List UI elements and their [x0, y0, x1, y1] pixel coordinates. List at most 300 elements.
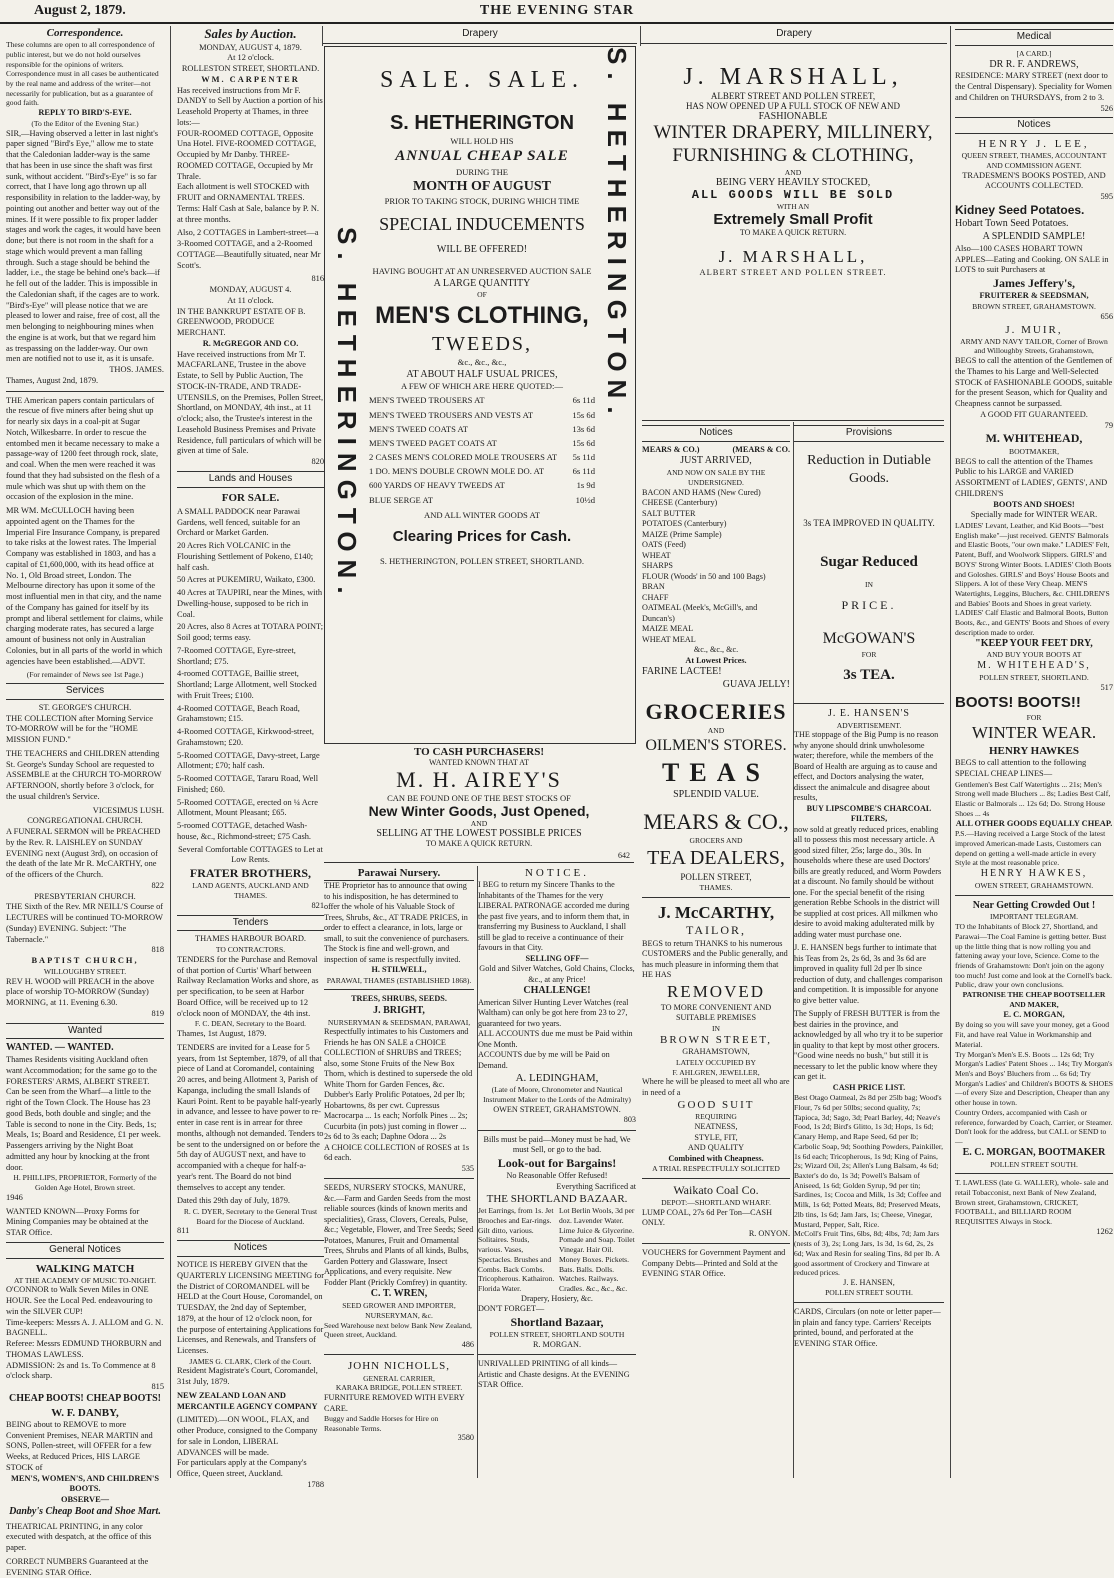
telegram-title: IMPORTANT TELEGRAM.	[989, 912, 1079, 922]
licensing-notice: NOTICE IS HEREBY GIVEN that the QUARTERLY LICENSING MEETING for the District of COROMANDEL will be HELD at the Court House, Coromandel, on TUESDAY, the 2nd day of September, 1879, at the hour of 12 o'clock noon, for the purpose of entertaining Applications for Licenses, and Renewals, and Transfers of Licenses.	[177, 1260, 324, 1356]
section-notices: Notices	[177, 1240, 324, 1257]
muir-sub: ARMY AND NAVY TAILOR, Corner of Brown and Willoughby Streets, Grahamstown,	[960, 336, 1108, 356]
walking-sub: AT THE ACADEMY OF MUSIC TO-NIGHT.	[13, 1275, 157, 1285]
ahlgren: F. AHLGREN, JEWELLER,	[672, 1067, 760, 1077]
tender2-sign: R. C. DYER, Secretary to the General Trust Board for the Diocese of Auckland.	[183, 1207, 318, 1226]
nicholls-addr: KARAKA BRIDGE, POLLEN STREET.	[335, 1383, 463, 1393]
waikato-coal: Waikato Coal Co.	[673, 1182, 759, 1197]
price-item: MEN'S TWEED COATS AT	[369, 423, 469, 434]
can-be-found: CAN BE FOUND ONE OF THE BEST STOCKS OF	[387, 793, 571, 803]
depot: DEPOT:—SHORTLAND WHARF.	[661, 1198, 771, 1208]
hawkes-name-2: HENRY HAWKES,	[980, 868, 1088, 880]
with-an: WITH AN	[776, 201, 810, 211]
sale-item: 5-Roomed COTTAGE, erected on ¼ Acre Allotment, Mount Pleasant; £65.	[177, 797, 318, 818]
lookout-bargains: Look-out for Bargains!	[497, 1155, 617, 1170]
marshall-ad	[642, 46, 944, 421]
lee-body: TRADESMEN'S BOOKS POSTED, AND ACCOUNTS COLLECTED.	[962, 170, 1106, 191]
licensing-res: Resident Magistrate's Court, Coromandel, 31st July, 1879.	[177, 1366, 318, 1387]
mcgregor-title: R. McGREGOR AND CO.	[202, 338, 299, 348]
winter-wear: WINTER WEAR.	[971, 723, 1097, 743]
hansen-adv: ADVERTISEMENT.	[836, 720, 902, 730]
section-tenders: Tenders	[177, 915, 324, 932]
airey-ad	[324, 742, 634, 863]
splendid-sample: A SPLENDID SAMPLE!	[982, 231, 1086, 243]
column-drapery2-header	[640, 26, 947, 46]
will-be-offered: WILL BE OFFERED!	[436, 243, 528, 255]
frater-title: FRATER BROTHERS,	[189, 866, 312, 880]
having-bought: HAVING BOUGHT AT AN UNRESERVED AUCTION SALE	[372, 265, 592, 276]
price-value: 10½d	[575, 494, 595, 505]
divider	[324, 1354, 474, 1355]
shortland-bazaar: THE SHORTLAND BAZAAR.	[486, 1193, 628, 1206]
vouchers: VOUCHERS for Government Payment and Company Debts—Printed and Sold at the EVENING STAR Office.	[642, 1248, 786, 1279]
mccarthy-body: BEGS to return THANKS to his numerous CUSTOMERS and the Public generally, and has much pleasure in informing them that HE HAS	[642, 938, 788, 980]
contractors-title: TO CONTRACTORS.	[215, 945, 286, 955]
cong-notice: A FUNERAL SERMON will be PREACHED by the Rev. R. LAISHLEY on SUNDAY EVENING next (August 3rd), on occasion of the death of the late Mr R. McCARTHY, one of the officers of the Church.	[6, 827, 161, 880]
bazaar-right-list: Lot Berlin Wools, 3d per doz. Lavender Water. Lime Juice & Glycerine. Pomade and Soap. Toilet Vinegar. Hair Oil. Money Boxes. Pickets. Bats. Balls. Dolls. Watches. Railways. Cradles. &c., &c., &c.	[559, 1206, 635, 1294]
guava-jelly: GUAVA JELLY!	[722, 678, 790, 690]
divider	[955, 1173, 1113, 1174]
buy-boots: AND BUY YOUR BOOTS AT	[986, 650, 1082, 660]
whitehead-name: M. WHITEHEAD,	[985, 431, 1083, 446]
goods-item: MAIZE MEAL	[642, 624, 694, 634]
shortland-bazaar-2: Shortland Bazaar,	[510, 1314, 604, 1329]
all-goods-sold: ALL GOODS WILL BE SOLD	[691, 187, 895, 202]
lipscombe: BUY LIPSCOMBE'S CHARCOAL FILTERS,	[806, 803, 932, 824]
grahamstown: GRAHAMSTOWN,	[682, 1047, 750, 1057]
just-arrived: JUST ARRIVED,	[680, 455, 752, 467]
licensing-sign: JAMES G. CLARK, Clerk of the Court.	[189, 1356, 312, 1366]
groceries-and: AND	[707, 725, 725, 735]
grocers-and: GROCERS AND	[689, 836, 743, 846]
etc: &c., &c., &c.,	[457, 357, 507, 367]
roses-no: 535	[461, 1163, 474, 1173]
andrews-body: RESIDENCE: MARY STREET (next door to the Central Dispensary). Speciality for Women and Children on THURSDAYS, from 2 to 3.	[955, 71, 1112, 102]
sale-item: 4-Roomed COTTAGE, Kirkwood-street, Grahamstown; £20.	[177, 727, 315, 747]
brown-street: BROWN STREET,	[660, 1034, 772, 1047]
roses: A CHOICE COLLECTION of ROSES at 1s 6d each.	[324, 1142, 470, 1163]
requiring: REQUIRING	[695, 1112, 737, 1122]
quick-return: TO MAKE A QUICK RETURN.	[425, 839, 533, 848]
notice-title: NOTICE.	[524, 867, 590, 879]
neatness: NEATNESS,	[694, 1122, 738, 1132]
news-american: THE American papers contain particulars of the rescue of five miners after being shut up for nearly six days in a coal-pit at Sugar Notch, Wilkesbarre. In order to rescue the entombed men it became necessary to make a passage-way of 1200 feet through rock, slate, and coal. When the men were reached it was found that they had subsisted on the flesh of a mule which was shut up with them on the occasion of the explosion in the mine.	[6, 395, 160, 502]
whitehead-addr: POLLEN STREET, SHORTLAND.	[979, 672, 1089, 682]
hansen-title: J. E. HANSEN'S	[828, 707, 910, 719]
where-pleased: Where he will be pleased to meet all who are in need of a	[642, 1077, 790, 1097]
wanted-sign: H. PHILLIPS, PROPRIETOR, Formerly of the Golden Age Hotel, Brown street.	[13, 1173, 157, 1193]
frater-no: 821	[311, 900, 324, 910]
correspondence-note: These columns are open to all correspondence of public interest, but we do not hold ourselves responsible for the opinions of writers. Correspondence must in all cases be authenticated by the real name and address of the writer—not necessarily for publication, but as a guarantee of good faith.	[6, 40, 159, 108]
price-row	[369, 438, 595, 449]
mears-thames: THAMES.	[699, 883, 733, 893]
section-provisions: Provisions	[794, 425, 944, 442]
goods-item: FLOUR (Woods' in 50 and 100 Bags)	[642, 571, 766, 581]
pres-title: PRESBYTERIAN CHURCH.	[34, 891, 136, 901]
sugar-reduced: Sugar Reduced	[820, 554, 918, 571]
sale-item: 5-Roomed COTTAGE, Davy-street, Large Allotment; £70; half cash.	[177, 750, 320, 771]
issue-date: August 2, 1879.	[34, 3, 126, 18]
goods-item: SALT BUTTER	[642, 508, 696, 518]
wanted-title: WANTED. — WANTED.	[6, 1042, 114, 1054]
airey-and: AND	[470, 819, 488, 828]
apples: Also—100 CASES HOBART TOWN APPLES—Eating and Cooking. ON SALE in LOTS to suit Purchasers at	[955, 243, 1109, 275]
teachers-notice: THE TEACHERS and CHILDREN attending St. George's Sunday School are requested to ASSEMBLE at the CHURCH TO-MORROW AFTERNOON, shortly before 3 o'clock, for the usual children's Service.	[6, 748, 162, 801]
price-item: BLUE SERGE AT	[369, 494, 433, 505]
price-row	[369, 480, 595, 491]
winter-drapery: WINTER DRAPERY, MILLINERY, FURNISHING & CLOTHING,	[653, 122, 933, 166]
during: DURING THE	[455, 166, 509, 177]
clearing-prices: Clearing Prices for Cash.	[392, 527, 572, 545]
newspaper-title: THE EVENING STAR	[479, 3, 635, 18]
sale-heading: SALE. SALE.	[380, 67, 584, 93]
kidney-potatoes: Kidney Seed Potatoes.	[955, 202, 1085, 217]
drapery-hosiery: Drapery, Hosiery, &c.	[521, 1293, 593, 1303]
fruiterer: FRUITERER & SEEDSMAN,	[979, 291, 1089, 301]
all-other-goods: ALL OTHER GOODS EQUALLY CHEAP.	[955, 818, 1113, 828]
hobart-potatoes: Hobart Town Seed Potatoes.	[955, 218, 1069, 230]
hawkes-list: Gentlemen's Best Calf Watertights ... 21s; Men's Strong well made Bluchers ... 8s; Ladies Best Calf, Elastic or Balmorals ... 12s 6d; Do. Strong House Shoes ... 4s	[955, 779, 1111, 818]
walking-referee: Referee: Messrs EDMUND THORBURN and THOMAS LAWLESS.	[6, 1339, 162, 1359]
sale-item: 20 Acres, also 8 Acres at TOTARA POINT; Soil good; terms easy.	[177, 622, 324, 642]
baptist-title: BAPTIST CHURCH,	[31, 956, 139, 966]
price-item: 1 DO. MEN'S DOUBLE CROWN MOLE DO. AT	[369, 466, 545, 477]
pres-no: 818	[151, 945, 164, 955]
news-mcculloch: MR WM. McCULLOCH having been appointed agent on the Thames for the Imperial Fire Insurance Company, is prepared to take risks at the lowest rates. The Imperial Company was established in 1803, and has a capital of £1,600,000, with its head office at No. 1, Old Broad street, London. The Melbourne directory has upon it some of the most influential men in that city, and the name of the Company has gained for itself by its prompt and liberal settlement for claims, while charging moderate rates, has secured a large amount of business not only in Australian Colonies, but in all parts of the world in which agencies have been established.—ADVT.	[6, 506, 163, 666]
wren-addr: Seed Warehouse next below Bank New Zealand, Queen street, Auckland.	[324, 1320, 472, 1340]
bright-name: J. BRIGHT,	[373, 1004, 425, 1016]
letter-sign: THOS. JAMES.	[109, 365, 164, 375]
jeffery-no: 656	[1100, 311, 1113, 321]
buggy-no: 3580	[457, 1433, 474, 1443]
danby-mart: Danby's Cheap Boot and Shoe Mart.	[9, 1505, 161, 1517]
tender1-sign: F. C. DEAN, Secretary to the Board.	[194, 1019, 307, 1029]
jeffery-name: James Jeffery's,	[993, 276, 1075, 291]
section-wanted: Wanted	[6, 1023, 164, 1040]
marshall-addr: ALBERT STREET AND POLLEN STREET,	[710, 91, 876, 101]
ledingham-name: A. LEDINGHAM,	[515, 1072, 599, 1085]
section-services: Services	[6, 683, 164, 700]
trial-solicited: A TRIAL RESPECTFULLY SOLICITED	[652, 1164, 780, 1174]
wren-no: 486	[461, 1339, 474, 1349]
bright-sub: NURSERYMAN & SEEDSMAN, PARAWAI,	[327, 1017, 471, 1027]
carpenter-no: 816	[311, 274, 324, 284]
will-hold: WILL HOLD HIS	[450, 136, 514, 147]
telegram-body: TO the Inhabitants of Block 27, Shortland, and Parawai—The Coal Famine is getting better. Bust up the little thing that is now rolling you and fattening away your love, Science. Come to the friends of Grahamstown: Don't join on the agony too much! Just come and look at the Cornell's back. Public, draw your own conclusions.	[955, 922, 1113, 990]
hansen-body: THE stoppage of the Big Pump is no reason why anyone should drink unwholesome water; therefore, while the members of the Board of Health are arguing as to cause and effect, and Doctors analysing the water, dissect the animalcule and disagree about results,	[794, 730, 939, 803]
auction2-time: At 11 o'clock.	[227, 295, 274, 305]
mcgowan: McGOWAN'S	[822, 630, 916, 648]
goods-item: SHARPS	[642, 561, 673, 571]
bright-list: Dubber's Early Prolific Potatoes, 2d per lb; Hobartowns, 8s per cwt. Cupressus Macrocarpa ... 1s each; Norfolk Pines ... 2s; Cucurbita (in pots) just coming in flower ... 2s 6d to 3s each; Daphne Odora ... 2s	[324, 1090, 468, 1142]
tender2-no: 811	[177, 1226, 190, 1236]
hawkes-addr: OWEN STREET, GRAHAMSTOWN.	[974, 880, 1094, 890]
morgan-name: R. MORGAN.	[533, 1339, 581, 1349]
groceries: GROCERIES	[645, 698, 787, 724]
mears-head-right: (MEARS & CO.	[732, 444, 790, 454]
reduction-dutiable: Reduction in Dutiable Goods.	[807, 452, 931, 486]
nzl-no: 1788	[307, 1479, 324, 1489]
heavily-stocked: BEING VERY HEAVILY STOCKED,	[715, 176, 871, 188]
price-row	[369, 410, 595, 421]
theatrical-notice: THEATRICAL PRINTING, in any color executed with despatch, at the office of this paper.	[6, 1521, 152, 1553]
furniture: FURNITURE REMOVED WITH EVERY CARE.	[324, 1393, 465, 1413]
divider	[6, 391, 164, 392]
month-august: MONTH OF AUGUST	[413, 179, 551, 195]
boots-boots: BOOTS! BOOTS!!	[955, 694, 1081, 712]
price-value: 15s 6d	[572, 437, 595, 448]
letter-date: Thames, August 2nd, 1879.	[6, 375, 99, 385]
muir-body: BEGS to call the attention of the Gentlemen of the Thames to his Large and Well-Selected STOCK of FASHIONABLE GOODS, suitable for the present Season, which for Quality and Cheapness cannot be surpassed.	[955, 356, 1113, 409]
mears-head-row	[642, 445, 790, 456]
marshall-body: HAS NOW OPENED UP A FULL STOCK OF NEW AND	[685, 101, 901, 111]
airey-no: 642	[618, 851, 630, 860]
large-quantity: A LARGE QUANTITY	[433, 277, 531, 289]
splendid-value: SPLENDID VALUE.	[673, 789, 759, 801]
carpenter-terms: Terms: Half Cash at Sale, balance by P. N. at three months.	[177, 203, 319, 224]
letter-title: REPLY TO BIRD'S-EYE.	[38, 108, 132, 118]
mens-clothing: MEN'S CLOTHING,	[375, 301, 589, 329]
auction-location: ROLLESTON STREET, SHORTLAND.	[181, 64, 320, 74]
bazaar-addr: POLLEN STREET, SHORTLAND SOUTH	[489, 1330, 625, 1340]
marshall-name-2: J. MARSHALL,	[718, 246, 868, 266]
price-row	[369, 395, 595, 406]
owen-no: 803	[623, 1115, 636, 1125]
cash-purchasers: TO CASH PURCHASERS!	[414, 746, 544, 758]
near-crowded: Near Getting Crowded Out !	[972, 899, 1096, 911]
challenge: CHALLENGE!	[523, 985, 591, 997]
carpenter-body: Has received instructions from Mr F. DANDY to Sell by Auction a portion of his Leasehold Property at Thames, in three lots:—	[177, 85, 323, 127]
marshall-and: AND	[784, 167, 802, 177]
notice-body: I BEG to return my Sincere Thanks to the Inhabitants of the Thames for the very LIBERAL PATRONAGE accorded me during the past five years, and to inform them that, in transferring my Business to Auckland, I shall still be glad to receive a continuance of their favours in that City.	[478, 880, 630, 953]
st-george-title: ST. GEORGE'S CHURCH.	[38, 702, 132, 712]
sale-item: 5-roomed COTTAGE, detached Wash-house, &c., Richmond-street; £75 Cash.	[177, 821, 311, 841]
morgan-addr: POLLEN STREET SOUTH.	[990, 1159, 1078, 1169]
for-sale-title: FOR SALE.	[221, 491, 280, 504]
vertical-name-right: S. HETHERINGTON.	[602, 47, 632, 422]
price-item: 600 YARDS OF HEAVY TWEEDS AT	[369, 480, 505, 491]
price-row	[369, 466, 595, 477]
goods-item: WHEAT MEAL	[642, 634, 696, 644]
farine-lactee: FARINE LACTEE!	[642, 666, 722, 678]
good-fit: A GOOD FIT GUARANTEED.	[980, 409, 1088, 419]
marshall-addr-2: ALBERT STREET AND POLLEN STREET.	[699, 266, 887, 277]
tender1-date: Thames, 1st August, 1879.	[177, 1029, 267, 1039]
cong-no: 822	[151, 880, 164, 890]
style-fit: STYLE, FIT,	[694, 1132, 738, 1142]
price-row	[369, 424, 595, 435]
tea-dealers: TEA DEALERS,	[647, 846, 785, 869]
auction-date: MONDAY, AUGUST 4, 1879.	[199, 42, 302, 52]
divider	[955, 895, 1113, 896]
morgan-body: By doing so you will save your money, get a Good Fit, and have real Value in Workmanship and Material.	[955, 1020, 1110, 1049]
ladies-boots-list: LADIES' Levant, Leather, and Kid Boots—"best English make"—just received. GENTS' Balmorals and Elastic Boots, "our own make." LADIES' Felt, Patent, Buff, and Woolwork Slippers. GIRLS' and BOYS' Strong Winter Boots. LADIES' Cloth Boots and Goloshes. GIRLS' and Boys' House Boots and Slippers. A lot of these Very Cheap. MEN'S Watertights, Leggins, Bluchers, &c. CHILDREN'S and Babies' Boots and Shoes in great variety. LADIES' Calf Elastic and Balmoral Boots, Button Boots, &c., and GENTS' Boots and Shoes of every description made to order.	[955, 521, 1112, 637]
country-orders: Country Orders, accompanied with Cash or reference, forwarded by Coach, Carrier, or Steamer. Don't look for the address, but CALL or SEND to—	[955, 1107, 1113, 1147]
morgan-name: E. C. MORGAN,	[1003, 1009, 1065, 1019]
hetherington-footer: S. HETHERINGTON, POLLEN STREET, SHORTLAND.	[380, 556, 584, 567]
jeffery-addr: BROWN STREET, GRAHAMSTOWN.	[972, 302, 1096, 312]
whitehead-name-2: M. WHITEHEAD'S,	[977, 660, 1091, 672]
sale-item: 50 Acres at PUKEMIRU, Waikato, £300.	[177, 575, 316, 585]
keep-feet-dry: "KEEP YOUR FEET DRY,	[975, 637, 1093, 649]
carpenter-lots: FOUR-ROOMED COTTAGE, Opposite Una Hotel. FIVE-ROOMED COTTAGE, Occupied by Mr Danby. THREE-ROOMED COTTAGE, Occupied by Mr Thrale.	[177, 128, 317, 181]
sale-item: 20 Acres Rich VOLCANIC in the Flourishing Settlement of Pokeno, £140; half cash.	[177, 541, 314, 572]
carpenter-title: WM. CARPENTER	[201, 74, 300, 84]
good-suit: GOOD SUIT	[677, 1099, 755, 1112]
stilwell-sub: PARAWAI, THAMES (ESTABLISHED 1868).	[326, 975, 472, 985]
section-notices-2: Notices	[642, 425, 790, 442]
hawkes-ps: P.S.—Having received a Large Stock of the latest improved American-made Lasts, Customers can depend on getting a well-made article in every Style at the most reasonable price.	[955, 829, 1106, 868]
tea-3s: 3s TEA.	[843, 666, 895, 683]
divider	[324, 1178, 474, 1179]
price-item: MEN'S TWEED PAGET COATS AT	[369, 437, 497, 448]
proxy-notice: WANTED KNOWN—Proxy Forms for Mining Companies may be obtained at the STAR Office.	[6, 1206, 149, 1238]
mcgregor-no: 820	[311, 457, 324, 467]
section-title-correspondence: Correspondence.	[46, 27, 124, 39]
frater-sub: LAND AGENTS, AUCKLAND AND THAMES.	[192, 881, 309, 901]
winter-wear-special: Specially made for WINTER WEAR.	[970, 510, 1098, 520]
section-notices-3: Notices	[955, 117, 1113, 134]
accounts-due-by-me: ACCOUNTS due by me will be Paid on Demand.	[478, 1050, 610, 1070]
walking-admission: ADMISSION: 2s and 1s. To Commence at 8 o'clock sharp.	[6, 1360, 156, 1381]
baptist-sub: WILLOUGHBY STREET.	[43, 966, 127, 976]
divider	[642, 1243, 790, 1244]
tailor: TAILOR,	[685, 923, 747, 938]
price-item: 2 CASES MEN'S COLORED MOLE TROUSERS AT	[369, 452, 558, 463]
section-drapery-2: Drapery	[641, 26, 947, 44]
goods-item: OATS (Feed)	[642, 540, 686, 550]
gold-watches: Gold and Silver Watches, Gold Chains, Clocks, &c., at any Price!	[479, 964, 635, 984]
cards-notice: CARDS, Circulars (on note or letter paper—in plain and fancy type. Carriers' Receipts printed, bound, and perforated at the EVENING STAR Office.	[794, 1307, 941, 1348]
carpenter-garden: Each allotment is well STOCKED with FRUIT and ORNAMENTAL TREES.	[177, 182, 310, 203]
boots-shoes: BOOTS AND SHOES!	[993, 499, 1075, 509]
half-prices: AT ABOUT HALF USUAL PRICES,	[406, 369, 558, 381]
in: IN	[711, 1023, 720, 1033]
sale-item: A SMALL PADDOCK near Parawai Gardens, well fenced, suitable for an Orchard or Market Garden.	[177, 506, 301, 538]
marshall-quick: TO MAKE A QUICK RETURN.	[739, 227, 847, 237]
small-profit: Extremely Small Profit	[713, 210, 873, 228]
mears-head-left: MEARS & CO.)	[642, 444, 700, 454]
andrews-no: 526	[1100, 103, 1113, 113]
fresh-butter: The Supply of FRESH BUTTER is from the best dairies in the province, and acknowledged by all who try it to be superior in quality to that kept by most other grocers. "Good wine needs no bush," but still it is necessary to let the public know where they can get it.	[794, 1009, 943, 1082]
no-reasonable: No Reasonable Offer Refused!	[506, 1171, 608, 1181]
selling-off: SELLING OFF—	[525, 953, 589, 963]
baptist-no: 819	[151, 1008, 164, 1018]
stilwell-name: H. STILWELL,	[371, 965, 427, 975]
nzl-body: (LIMITED).—ON WOOL, FLAX, and other Produce, consigned to the Company for sale in London, LIBERAL ADVANCES will be made.	[177, 1415, 318, 1457]
goods-item: POTATOES (Canterbury)	[642, 519, 727, 529]
sale-item: 4-roomed COTTAGE, Baillie street, Shortland; Large Allotment, well Stocked with Fruit Trees; £100.	[177, 669, 317, 700]
and-quality: AND QUALITY	[687, 1143, 745, 1153]
more-convenient: TO MORE CONVENIENT AND SUITABLE PREMISES	[660, 1002, 772, 1023]
price-value: 1s 9d	[576, 480, 595, 491]
st-george-notice: THE COLLECTION after Morning Service TO-MORROW will be for the "HOME MISSION FUND."	[6, 713, 153, 745]
sugar-in: IN	[864, 580, 873, 590]
sale-item: 4-Roomed COTTAGE, Beach Road, Grahamstown; £15.	[177, 703, 300, 724]
divider	[794, 1302, 944, 1303]
lump-coal: LUMP COAL, 27s 6d Per Ton—CASH ONLY.	[642, 1207, 772, 1228]
mears-pollen: POLLEN STREET,	[680, 871, 752, 882]
danby-body: BEING about to REMOVE to more Convenient Premises, NEAR MARTIN and SONS, Pollen-street, will OFFER for a few Weeks, at Reduced Prices, HIS LARGE STOCK of	[6, 1419, 153, 1472]
hansen-tea: J. E. HANSEN begs further to intimate that his Teas from 2s, 2s 6d, 3s and 3s 6d are improved in quality full 2d per lb since reduction of duty, and challenges comparison and competition. It is impossible for anyone to give better value.	[794, 943, 943, 1005]
wren-name: C. T. WREN,	[370, 1288, 428, 1300]
pres-notice: THE Sixth of the Rev. MR NEILL'S Course of LECTURES will be continued TO-MORROW (Sunday) EVENING. Subject: "The Tabernacle."	[6, 902, 164, 944]
divider	[324, 989, 474, 990]
price-value: 6s 11d	[572, 395, 595, 406]
lately-occupied: LATELY OCCUPIED BY	[676, 1057, 756, 1067]
column-medical	[950, 26, 1113, 1478]
tender1-body: TENDERS for the Purchase and Removal of that portion of Curtis' Wharf between Railway Reclamation Works and shore, as per specification, to be seen at Harbor Board Office, will be received up to 12 o'clock noon of MONDAY, the 4th inst.	[177, 954, 319, 1018]
hawkes-body: BEGS to call attention to the following SPECIAL CHEAP LINES—	[955, 758, 1087, 778]
ledingham-sub: (Late of Moore, Chronometer and Nautical Instrument Maker to the Lords of the Admiralty)	[483, 1085, 631, 1105]
tender2-body: TENDERS are invited for a Lease for 5 years, from 1st September, 1879, of all that piece of Land at Coromandel, containing 20 acres, and being Allotment 3, Parish of Kapanga, including the small Islands of Kauri Point. Rent to be payable half-yearly in advance, and lessee to have power to re-enter in case rent is in arrear for three months, although not demanded. Tenders to be sent to the undersigned on or before the 5th day of AUGUST next, and have to accompanied with a cheque for half-a-year's rent. The Board do not bind themselves to accept any tender.	[177, 1042, 324, 1192]
goods-item: BACON AND HAMS (New Cured)	[642, 487, 761, 497]
lee-no: 595	[1100, 192, 1113, 202]
walking-title: WALKING MATCH	[35, 1262, 135, 1275]
fashionable: FASHIONABLE	[758, 111, 828, 122]
price-item: MEN'S TWEED TROUSERS AND VESTS AT	[369, 409, 534, 420]
tweeds: TWEEDS,	[431, 333, 533, 355]
and-now: AND NOW ON SALE BY THE UNDERSIGNED.	[666, 468, 766, 487]
special-inducements: SPECIAL INDUCEMENTS	[379, 214, 585, 235]
buggy: Buggy and Saddle Horses for Hire on Reasonable Terms.	[324, 1414, 439, 1433]
whitehead-no: 517	[1100, 682, 1113, 692]
few-quoted: A FEW OF WHICH ARE HERE QUOTED:—	[400, 381, 563, 392]
walking-no: 815	[151, 1382, 164, 1392]
bright-body: Respectfully intimates to his Customers and Friends he has ON SALE a CHOICE COLLECTION of SHRUBS and TREES; also, some Stone Fruits of the New Box Thorn, which is destined to supersede the old White Thorn for Garden Fences, &c.	[324, 1027, 473, 1089]
letter-body: SIR,—Having observed a letter in last night's paper signed "Bird's Eye," allow me to state that the Caledonian ladder-way is the same that has been in use since the shaft was first sunk, without accident. "Bird's-Eye" is so far correct, that I have long ago thrown up all responsibility in relation to the ladder-way, by pointing out another and better way out of the mines. If it were possible to fix proper ladder stages and work the cages, it would have been done; but there is not room in the shaft for a stage which would prevent a man falling through. Such a stage should be behind the ladder, i.e., the stage be behind one's back—if he fell out of the ladder. This is impossible in the Caledonian shaft, if the cages are to work. "Bird's-Eye" will please notice that we are pleased to lower and raise, free of cost, all the men belonging to neighbouring mines when the engine is at work, but that we regard him as trespassing on the ladder-way. Our own men are notified not to use it, as it is unsafe.	[6, 128, 161, 364]
price-row	[369, 452, 595, 463]
price-list-body: Best Otago Oatmeal, 2s 8d per 25lb bag; Wood's Flour, 7s 6d per 50lbs; second quality, 7s; Tapioca, 3d; Sago, 3d; Pearl Barley, 4d; Neave's Food, 1s 2d; Bird's Glitto, 1s 3d; Hops, 1s 6d; Canary Hemp, and Rape Seed, 6d per lb; Carbolic Soap, 9d; Soothing Powders, Painkiller, 1s 6d each; Tricopherous, 1s 9d; King of Pains, 2s; Wizard Oil, 2s; Allen's Lung Balsam, 4s 6d; Baxter's do do, 1s 3d; Powell's Balsam of Aniseed, 1s 6d; Golden Syrup, 9d per tin; Sardines, 1s; Cocoa and Milk, 1s 3d; Coffee and Milk, 1s 6d; Potted Meats, 8d; Preserved Meats, 2lb tins, 1s 6d; Jam Jars, 1s; Cheese, Vinegar, Mustard, Pepper, Salt, Rice.	[794, 1093, 944, 1229]
wanted-known: WANTED KNOWN THAT AT	[429, 758, 529, 767]
goods-item: OATMEAL (Meek's, McGill's, and Duncan's)	[642, 603, 758, 623]
nzl-title: NEW ZEALAND LOAN AND MERCANTILE AGENCY COMPANY	[177, 1390, 318, 1411]
goods-item: CHEESE (Canterbury)	[642, 498, 718, 508]
tea-improved: 3s TEA IMPROVED IN QUALITY.	[803, 517, 935, 528]
auction2-date: MONDAY, AUGUST 4.	[209, 285, 292, 295]
cheap-boots-title: CHEAP BOOTS! CHEAP BOOTS!	[9, 1392, 161, 1404]
goods-item: CHAFF	[642, 592, 669, 602]
section-medical: Medical	[955, 29, 1113, 46]
good-fit-no: 79	[1104, 420, 1113, 430]
section-lands: Lands and Houses	[177, 471, 324, 488]
wren-sub: SEED GROWER AND IMPORTER, NURSERYMAN, &c.	[342, 1301, 456, 1320]
remainder-note: (For remainder of News see 1st Page.)	[26, 670, 144, 680]
hansen-addr: POLLEN STREET SOUTH.	[825, 1288, 913, 1298]
price-value: 15s 6d	[572, 409, 595, 420]
wanted-body: Thames Residents visiting Auckland often want Accommodation; for the same go to the FORESTERS' ARMS, ALBERT STREET. Can be seen from the Wharf—a little to the right of the Town Clock. The House has 23 good Beds, both double and single; and the Table is second to none in the City. Beds, 1s; Meals, 1s; Board and Residence, £1 per week. Passengers arriving by the Night Boat admitted any hour by knocking at the front door.	[6, 1055, 161, 1172]
section-general-notices: General Notices	[6, 1242, 164, 1259]
divider	[794, 703, 944, 704]
cong-title: CONGREGATIONAL CHURCH.	[27, 816, 143, 826]
accounts-due: ALL ACCOUNTS due me must be Paid within One Month.	[478, 1029, 633, 1049]
airey-name: M. H. AIREY'S	[396, 767, 562, 792]
wanted-no: 1946	[6, 1192, 23, 1202]
divider	[642, 1178, 790, 1179]
mcgregor-body: Have received instructions from Mr T. MACFARLANE, Trustee in the above Estate, to Sell by Public Auction, The STOCK-IN-TRADE, AND TRADE-UTENSILS, on the Premises, Pollen Street, Shortland, on MONDAY, 4th inst., at 11 o'clock; also, the Trustee's interest in the Leasehold Business Premises and Private Residence, full particulars of which will be given at time of Sale.	[177, 349, 324, 456]
baptist-notice: REV H. WOOD will PREACH in the above place of worship TO-MORROW (Sunday) MORNING, at 11. Evening 6.30.	[6, 976, 155, 1008]
parawai-title: Parawai Nursery.	[324, 866, 474, 881]
mccoll-tins: McColl's Fruit Tins, 6lbs, 8d; 4lbs, 7d; Jam Jars (nests of 3), 2s; Long Jars, 1s 3d, 1s 6d, 2s, 2s 6d; Wax and Resin for sealing Tins, 8d per lb. A good assortment of Crockery and Tinware at reduced prices.	[794, 1229, 940, 1278]
winter-goods: AND ALL WINTER GOODS AT	[423, 509, 540, 520]
everything-sacrificed: Everything Sacrificed at	[556, 1181, 636, 1191]
sale-item: 5-Roomed COTTAGE, Tararu Road, Well Finished; £60.	[177, 774, 319, 794]
price-item: MEN'S TWEED TROUSERS AT	[369, 395, 485, 406]
bankrupt-title: IN THE BANKRUPT ESTATE OF B. GREENWOOD, PRODUCE MERCHANT.	[177, 306, 306, 338]
lee-name: HENRY J. LEE,	[978, 138, 1090, 151]
sale-item: 7-Roomed COTTAGE, Eyre-street, Shortland; £75.	[177, 645, 296, 666]
price-value: 5s 11d	[572, 452, 595, 463]
